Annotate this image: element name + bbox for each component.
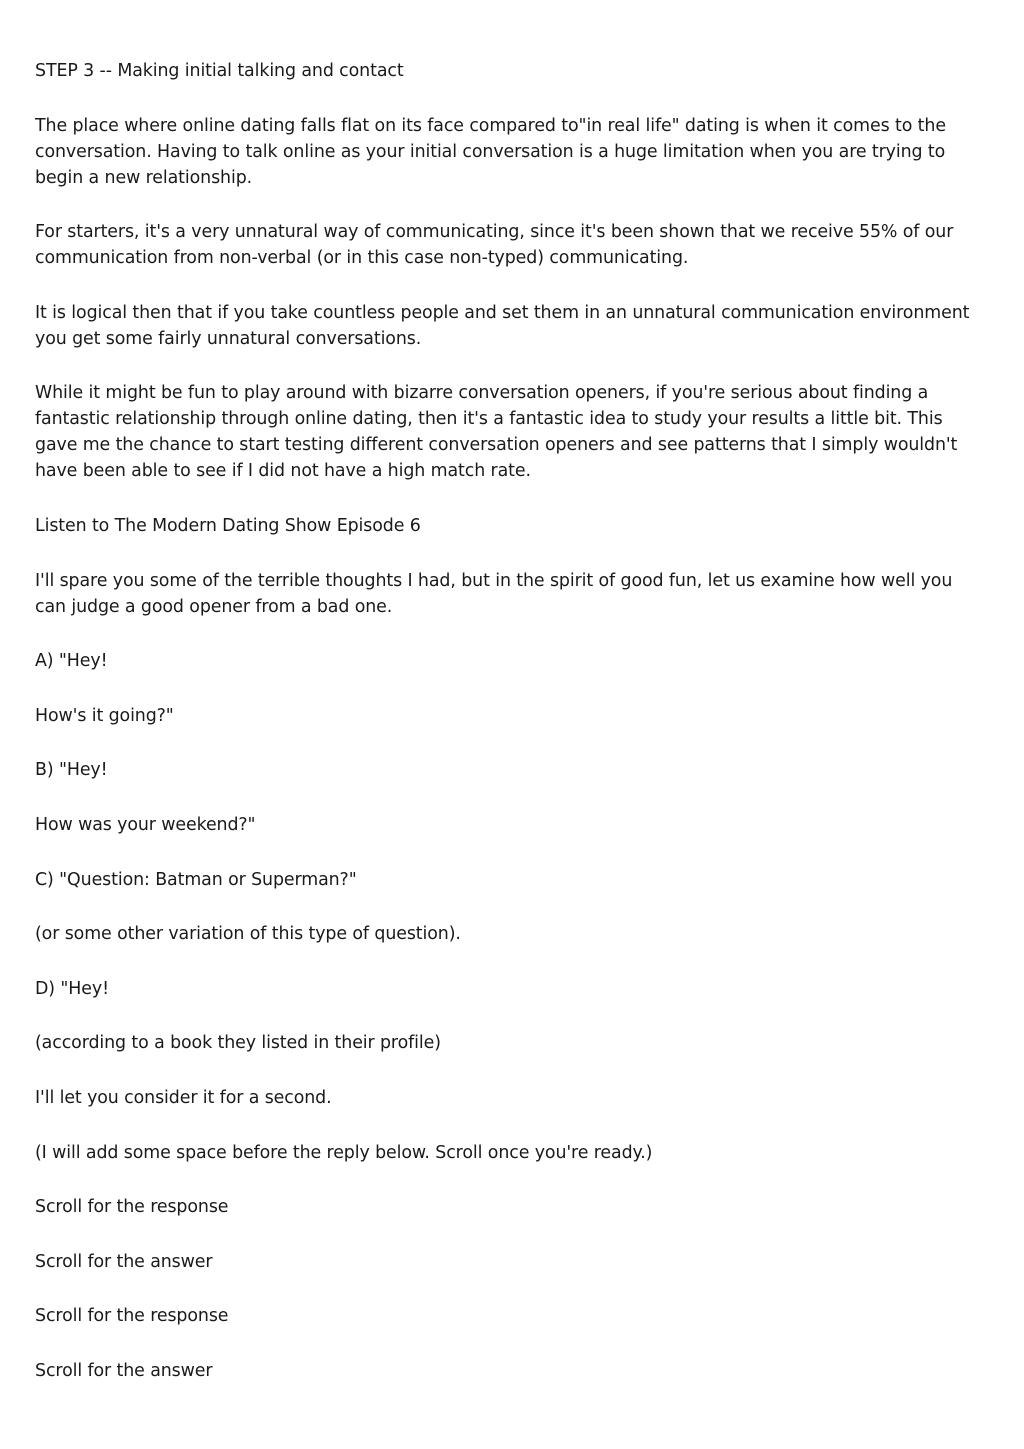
- scroll-line-4: Scroll for the answer: [35, 1360, 213, 1381]
- document-page: [35, 58, 983, 1412]
- scroll-line-1: Scroll for the response: [35, 1197, 229, 1218]
- option-b-line-2: How was your weekend?": [35, 814, 256, 835]
- paragraph-spare: I'll spare you some of the terrible thoughts I had, but in the spirit of good fun, let us examine how well you can judge a good opener from a bad one.: [35, 570, 953, 617]
- option-a-line-1: A) "Hey!: [35, 651, 108, 672]
- paragraph-intro: The place where online dating falls flat on its face compared to"in real life" dating is when it comes to the conversation. Having to talk online as your initial conversation is a huge limitation when you are trying to begin a new relationship.: [35, 115, 946, 188]
- option-c-line-2: (or some other variation of this type of question).: [35, 924, 461, 945]
- paragraph-logical: It is logical then that if you take countless people and set them in an unnatural communication environment you get some fairly unnatural conversations.: [35, 302, 970, 349]
- paragraph-openers: While it might be fun to play around with bizarre conversation openers, if you're serious about finding a fantastic relationship through online dating, then it's a fantastic idea to study your results a little bit. This gave me the chance to start testing different conversation openers and see patterns that I simply wouldn't have been able to see if I did not have a high match rate.: [35, 383, 958, 482]
- option-d-line-1: D) "Hey!: [35, 978, 109, 999]
- option-d-line-2: (according to a book they listed in their profile): [35, 1033, 441, 1054]
- paragraph-space-note: (I will add some space before the reply below. Scroll once you're ready.): [35, 1142, 653, 1163]
- step-heading: STEP 3 -- Making initial talking and contact: [35, 61, 404, 81]
- option-b-line-1: B) "Hey!: [35, 760, 108, 781]
- option-a-line-2: How's it going?": [35, 705, 174, 726]
- paragraph-starters: For starters, it's a very unnatural way of communicating, since it's been shown that we receive 55% of our communication from non-verbal (or in this case non-typed) communicating.: [35, 222, 954, 269]
- scroll-line-2: Scroll for the answer: [35, 1251, 213, 1272]
- paragraph-consider: I'll let you consider it for a second.: [35, 1087, 332, 1108]
- scroll-line-3: Scroll for the response: [35, 1306, 229, 1327]
- option-c-line-1: C) "Question: Batman or Superman?": [35, 869, 357, 890]
- paragraph-listen: Listen to The Modern Dating Show Episode 6: [35, 515, 421, 536]
